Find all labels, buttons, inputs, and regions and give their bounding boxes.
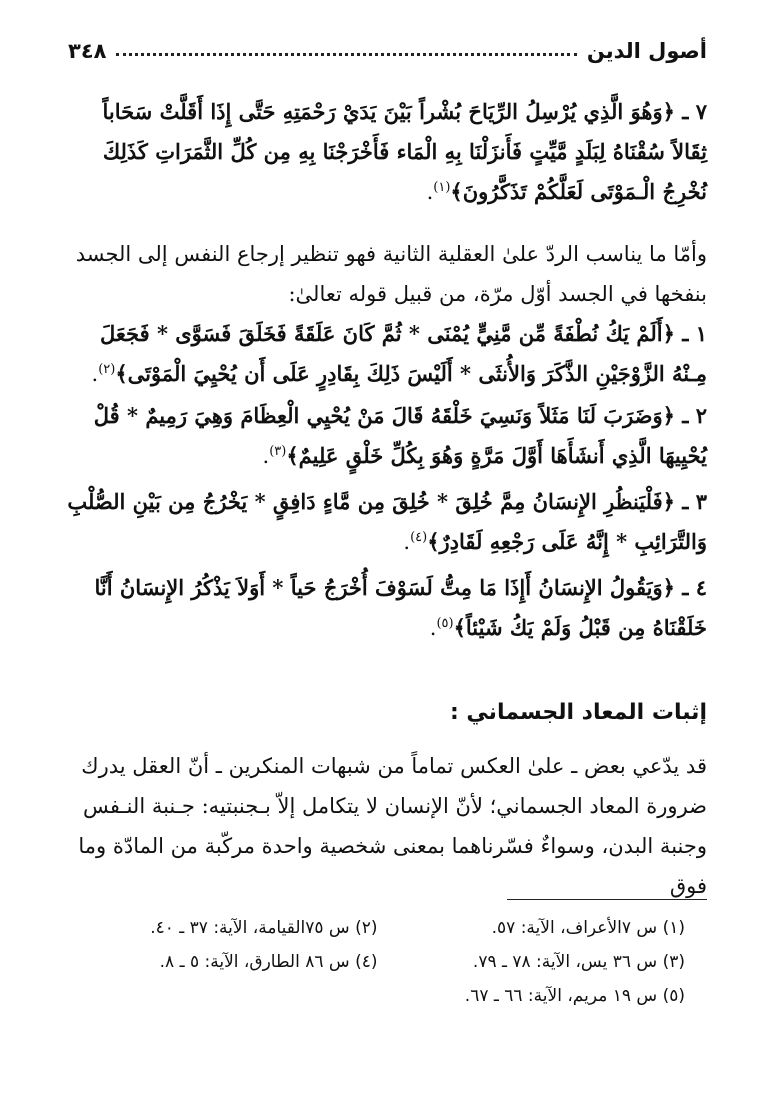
footnote-ref: (٤)	[410, 530, 428, 545]
verse-2-block: ٢ ـ ﴿وَضَرَبَ لَنَا مَثَلاً وَنَسِيَ خَلْقَهُ قَالَ مَنْ يُحْيِي الْعِظَامَ وَهِيَ رَمِيمٌ * قُلْ يُحْيِيهَا الَّذِي أَنشَأَهَا أَوَّلَ مَرَّةٍ وَهُوَ بِكُلِّ خَلْقٍ عَلِيمٌ﴾$^{(٣)}$.	[93, 403, 707, 468]
footnote-ref: (٢)	[98, 362, 116, 377]
footnote-ref: (٥)	[436, 616, 454, 631]
verse-3-block: ٣ ـ ﴿فَلْيَنظُرِ الإِنسَانُ مِمَّ خُلِقَ * خُلِقَ مِن مَّاءٍ دَافِقٍ * يَخْرُجُ مِن بَيْنِ الصُّلْبِ وَالتَّرَائِبِ * إِنَّهُ عَلَى رَجْعِهِ لَقَادِرٌ﴾$^{(٤)}$.	[67, 489, 707, 554]
section-heading: إثبات المعاد الجسماني :	[449, 700, 707, 725]
verse-text: ٧ ـ ﴿وَهُوَ الَّذِي يُرْسِلُ الرِّيَاحَ بُشْراً بَيْنَ يَدَيْ رَحْمَتِهِ حَتَّى إِذَا أَقَلَّتْ سَحَاباً ثِقَالاً سُقْنَاهُ لِبَلَدٍ مَّيِّتٍ فَأَنزَلْنَا بِهِ الْمَاء فَأَخْرَجْنَا بِهِ مِن كُلِّ الثَّمَرَاتِ كَذَلِكَ نُخْرِجُ الْـمَوْتَى لَعَلَّكُمْ تَذَكَّرُونَ﴾	[102, 99, 707, 204]
section-paragraph	[66, 746, 707, 906]
verse-text: ٣ ـ ﴿فَلْيَنظُرِ الإِنسَانُ مِمَّ خُلِقَ * خُلِقَ مِن مَّاءٍ دَافِقٍ * يَخْرُجُ مِن بَيْنِ الصُّلْبِ وَالتَّرَائِبِ * إِنَّهُ عَلَى رَجْعِهِ لَقَادِرٌ﴾	[67, 489, 707, 554]
page-number: ٣٤٨	[68, 39, 107, 63]
prose-paragraph	[66, 234, 707, 314]
paragraph-text: قد يدّعي بعض ـ علىٰ العكس تماماً من شبهات المنكرين ـ أنّ العقل يدرك ضرورة المعاد الجسماني؛ لأنّ الإنسان لا يتكامل إلاّ بـجنبتيه: جـنبة النـفس وجنبة البدن، وسواءٌ فسّرناهما بمعنى شخصية واحدة مركّبة من المادّة وما فوق	[78, 754, 707, 898]
footnote-4: (٤) س ٨٦ الطارق، الآية: ٥ ـ ٨.	[159, 952, 378, 972]
footnote-3: (٣) س ٣٦ يس، الآية: ٧٨ ـ ٧٩.	[472, 952, 685, 972]
footnote-separator	[507, 899, 707, 900]
footnote-5: (٥) س ١٩ مريم، الآية: ٦٦ ـ ٦٧.	[464, 986, 685, 1006]
verse-text: ٢ ـ ﴿وَضَرَبَ لَنَا مَثَلاً وَنَسِيَ خَلْقَهُ قَالَ مَنْ يُحْيِي الْعِظَامَ وَهِيَ رَمِيمٌ * قُلْ يُحْيِيهَا الَّذِي أَنشَأَهَا أَوَّلَ مَرَّةٍ وَهُوَ بِكُلِّ خَلْقٍ عَلِيمٌ﴾	[93, 403, 707, 468]
footnotes	[70, 915, 685, 1009]
footnote-ref: (٣)	[269, 444, 287, 459]
footnote-2: (٢) س ٧٥القيامة، الآية: ٣٧ ـ ٤٠.	[150, 918, 378, 938]
footnote-1: (١) س ٧الأعراف، الآية: ٥٧.	[491, 918, 685, 938]
verse-text: ٤ ـ ﴿وَيَقُولُ الإِنسَانُ أَإِذَا مَا مِتُّ لَسَوْفَ أُخْرَجُ حَياً * أَوَلاَ يَذْكُرُ الإِنسَانُ أَنَّا خَلَقْنَاهُ مِن قَبْلُ وَلَمْ يَكُ شَيْئاً﴾	[94, 575, 707, 640]
verse-text: ١ ـ ﴿أَلَمْ يَكُ نُطْفَةً مِّن مَّنِيٍّ يُمْنَى * ثُمَّ كَانَ عَلَقَةً فَخَلَقَ فَسَوَّى * فَجَعَلَ مِـنْهُ الزَّوْجَيْنِ الذَّكَرَ وَالأُنثَى * أَلَيْسَ ذَلِكَ بِقَادِرٍ عَلَى أَن يُحْيِيَ الْمَوْتَى﴾	[100, 321, 707, 386]
running-header	[68, 34, 707, 68]
prose-text: وأمّا ما يناسب الردّ علىٰ العقلية الثانية فهو تنظير إرجاع النفس إلى الجسد بنفخها في الجسد أوّل مرّة، من قبيل قوله تعالىٰ:	[75, 242, 707, 306]
header-dot-leader	[116, 52, 576, 56]
verse-7-block: ٧ ـ ﴿وَهُوَ الَّذِي يُرْسِلُ الرِّيَاحَ بُشْراً بَيْنَ يَدَيْ رَحْمَتِهِ حَتَّى إِذَا أَقَلَّتْ سَحَاباً ثِقَالاً سُقْنَاهُ لِبَلَدٍ مَّيِّتٍ فَأَنزَلْنَا بِهِ الْمَاء فَأَخْرَجْنَا بِهِ مِن كُلِّ الثَّمَرَاتِ كَذَلِكَ نُخْرِجُ الْـمَوْتَى لَعَلَّكُمْ تَذَكَّرُونَ﴾$^{(١)}$.	[102, 99, 707, 204]
verse-1-block: ١ ـ ﴿أَلَمْ يَكُ نُطْفَةً مِّن مَّنِيٍّ يُمْنَى * ثُمَّ كَانَ عَلَقَةً فَخَلَقَ فَسَوَّى * فَجَعَلَ مِـنْهُ الزَّوْجَيْنِ الذَّكَرَ وَالأُنثَى * أَلَيْسَ ذَلِكَ بِقَادِرٍ عَلَى أَن يُحْيِيَ الْمَوْتَى﴾$^{(٢)}$.	[91, 321, 707, 386]
footnote-ref: (١)	[433, 180, 451, 195]
book-title: أصول الدين	[586, 39, 707, 63]
verse-4-block: ٤ ـ ﴿وَيَقُولُ الإِنسَانُ أَإِذَا مَا مِتُّ لَسَوْفَ أُخْرَجُ حَياً * أَوَلاَ يَذْكُرُ الإِنسَانُ أَنَّا خَلَقْنَاهُ مِن قَبْلُ وَلَمْ يَكُ شَيْئاً﴾$^{(٥)}$.	[94, 575, 707, 640]
